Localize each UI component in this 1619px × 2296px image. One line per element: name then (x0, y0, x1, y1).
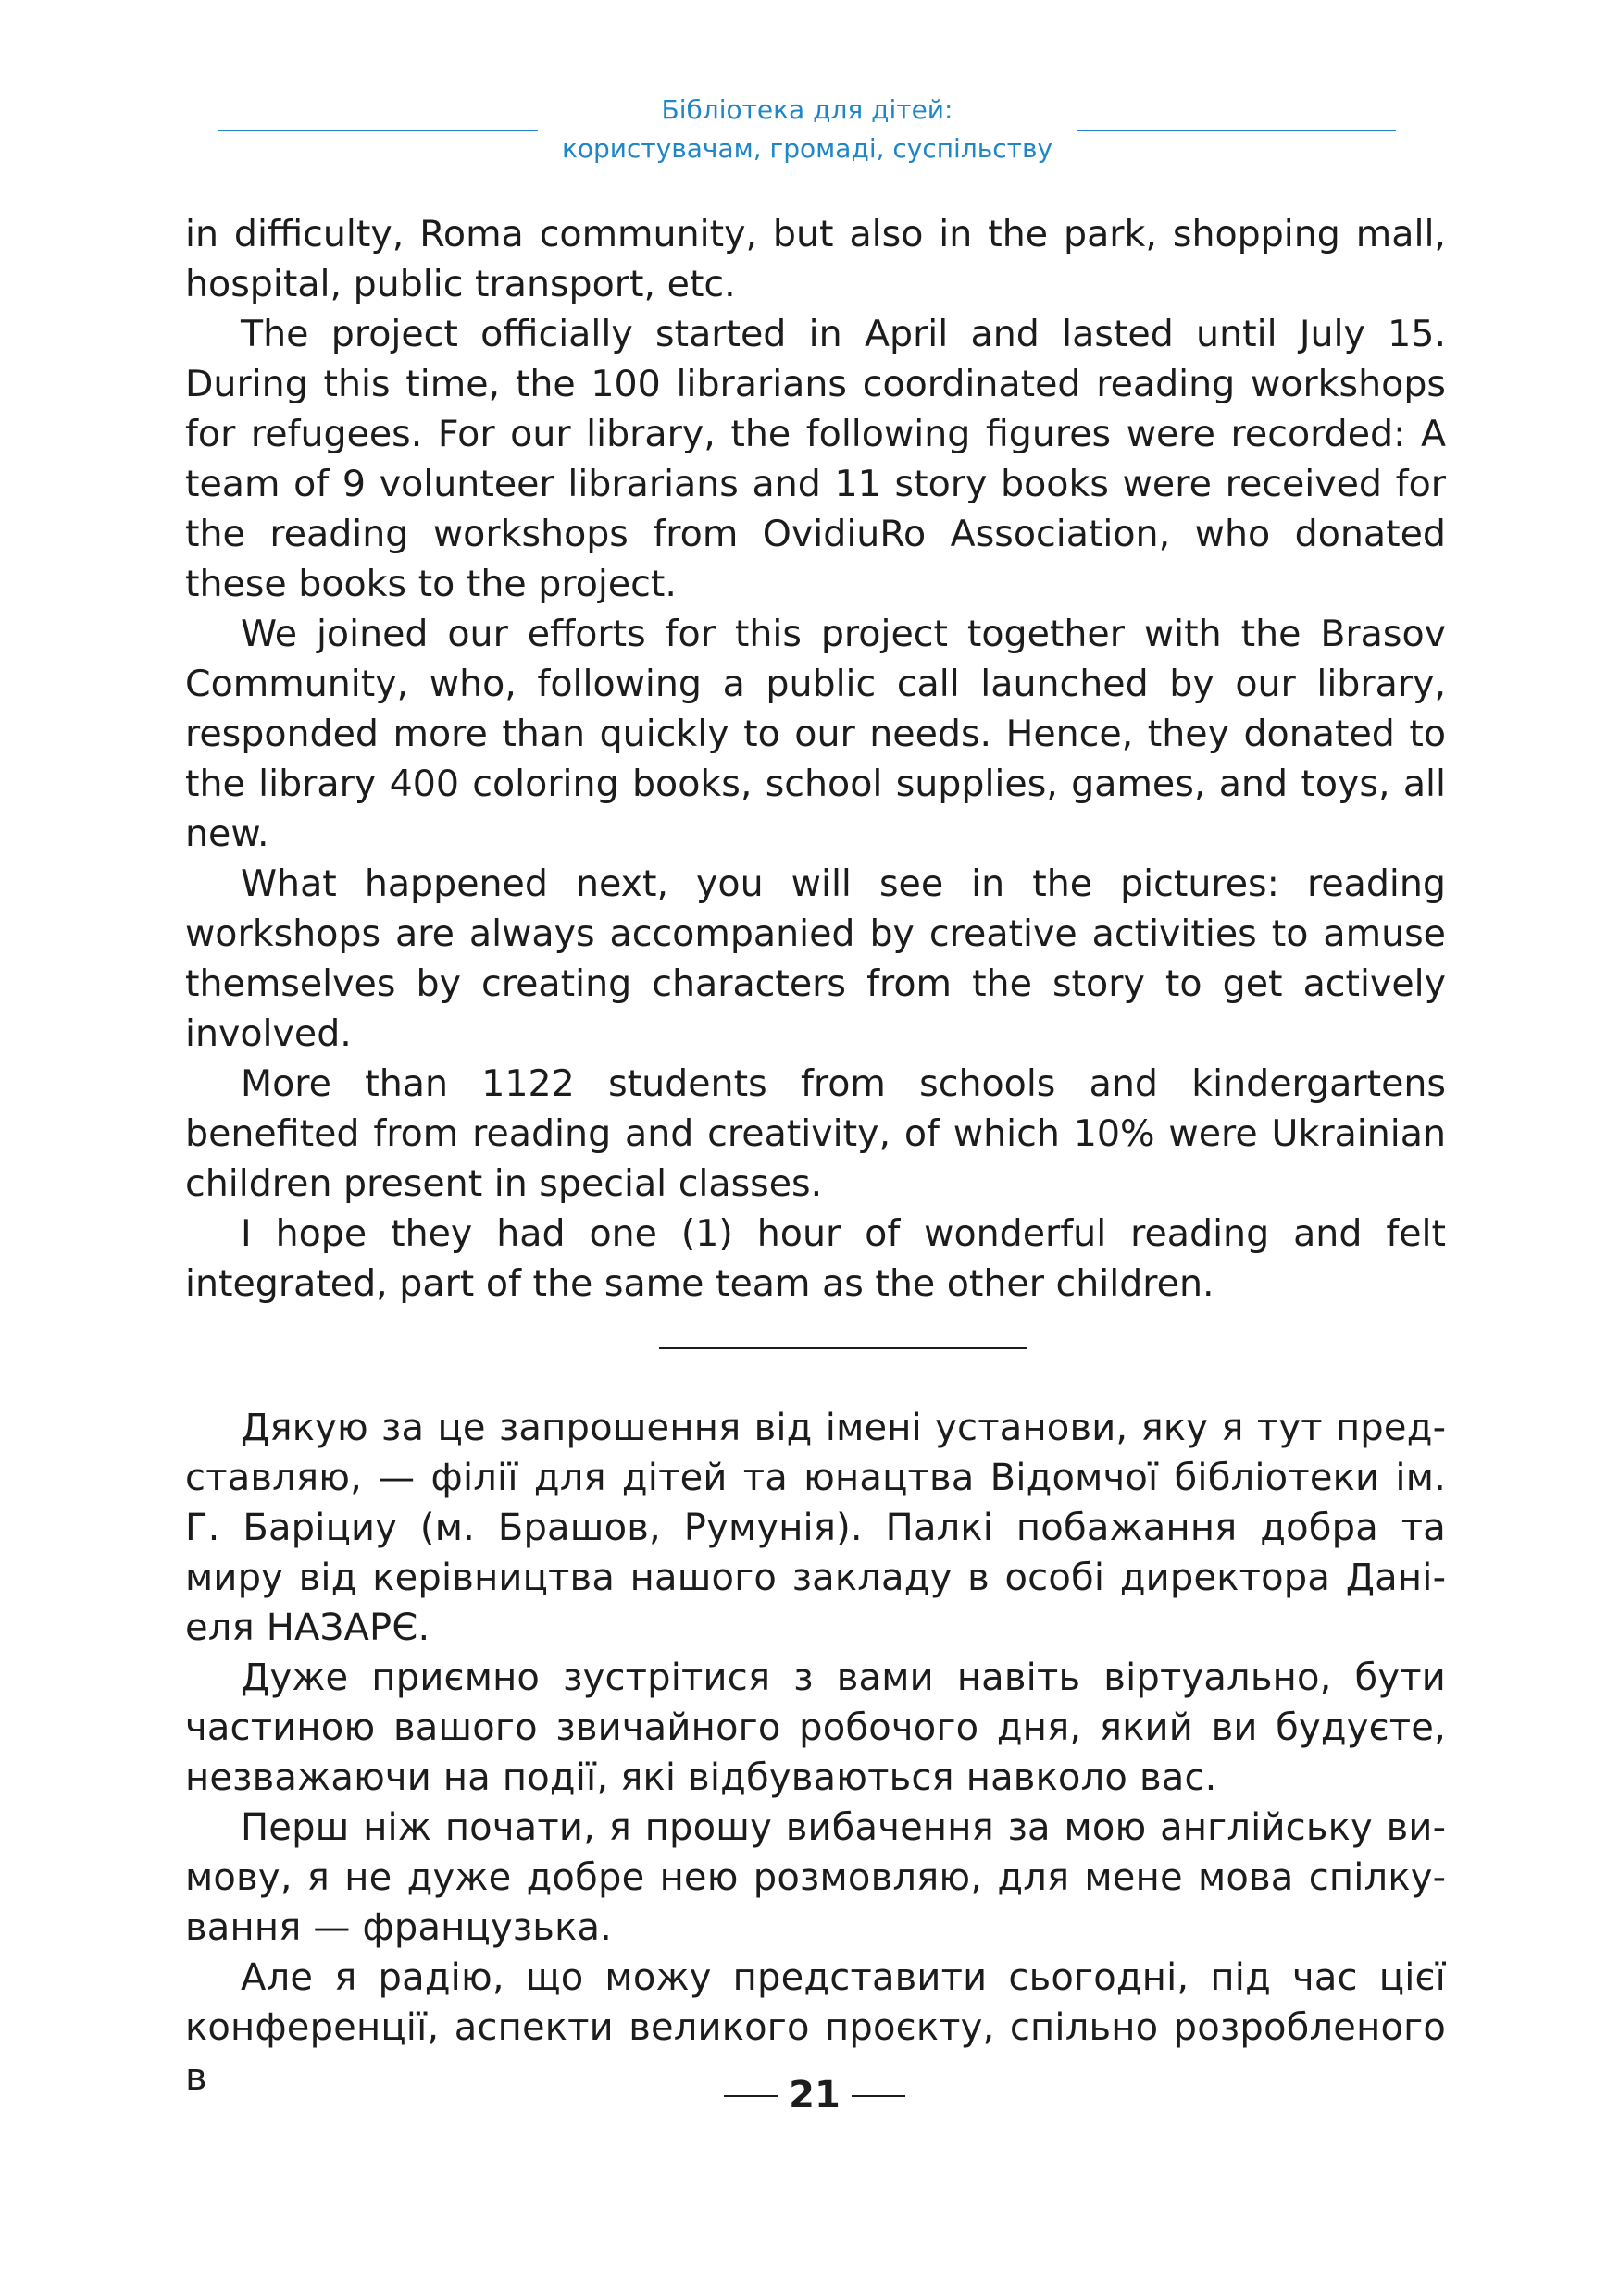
paragraph: Перш ніж почати, я прошу вибачення за мою англійську вимову, я не дуже добре нею розмовляю, для мене мова спілкування — французька. (185, 1806, 1446, 1949)
header-title-line2: користувачам, громаді, суспільству (561, 133, 1053, 164)
paragraph: The project officially started in April and lasted until July 15. During this time, the 100 librarians coordinated reading workshops for refugees. For our library, the following figures were recorded: A team of 9 volunteer librarians and 11 story books were received for the reading workshops from OvidiuRo Association, who donated these books to the project. (185, 313, 1446, 605)
paragraph: Дякую за це запрошення від імені установи, яку я тут представляю, — філії для дітей та юнацтва Відомчої бібліотеки ім. Г. Баріциу (м. Брашов, Румунія). Палкі побажання добра та миру від керівництва нашого закладу в особі директора Даніеля НАЗАРЄ. (185, 1407, 1446, 1649)
running-header (0, 91, 1619, 174)
paragraph: in difficulty, Roma community, but also in the park, shopping mall, hospital, public transport, etc. (185, 213, 1446, 305)
page-number: 21 (789, 2074, 841, 2116)
english-text-block (185, 209, 1446, 1309)
paragraph: I hope they had one (1) hour of wonderful reading and felt integrated, part of the same team as the other children. (185, 1212, 1446, 1305)
header-title-line1: Бібліотека для дітей: (661, 94, 953, 125)
header-rule-left (218, 130, 538, 131)
ukrainian-text-block (185, 1403, 1446, 2103)
paragraph: What happened next, you will see in the pictures: reading workshops are always accompanied by creative activities to amuse themselves by creating characters from the story to get actively involved. (185, 863, 1446, 1055)
footer-dash-left (724, 2095, 778, 2097)
section-divider (659, 1347, 1027, 1349)
header-rule-right (1077, 130, 1396, 131)
paragraph: More than 1122 students from schools and kindergartens benefited from reading and creativity, of which 10% were Ukrainian children present in special classes. (185, 1062, 1446, 1205)
header-title (538, 91, 1077, 168)
paragraph: Дуже приємно зустрітися з вами навіть віртуально, бути частиною вашого звичайного робочого дня, який ви будуєте, незважаючи на події, які відбуваються навколо вас. (185, 1657, 1446, 1799)
footer-dash-right (852, 2095, 905, 2097)
paragraph: Але я радію, що можу представити сьогодні, під час цієї конференції, аспекти великого проєкту, спільно розробленого в (185, 1956, 1446, 2099)
page-footer (0, 2067, 1619, 2123)
paragraph: We joined our efforts for this project together with the Brasov Community, who, following a public call launched by our library, responded more than quickly to our needs. Hence, they donated to the library 400 coloring books, school supplies, games, and toys, all new. (185, 613, 1446, 855)
